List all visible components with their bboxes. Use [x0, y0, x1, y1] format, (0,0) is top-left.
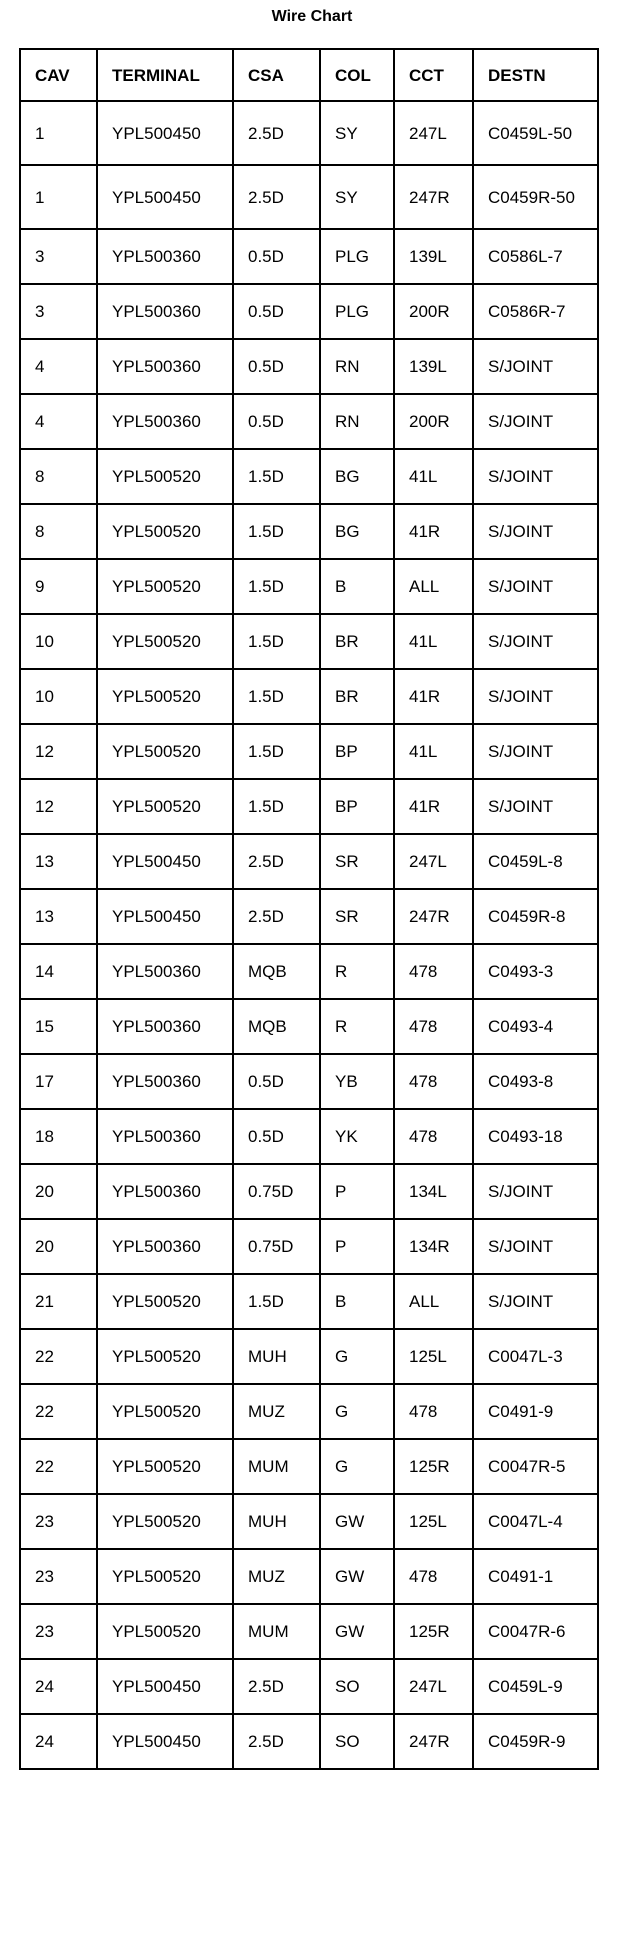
cell-destn: C0459R-50: [473, 165, 598, 229]
cell-cct: 41L: [394, 449, 473, 504]
table-row: [20, 1494, 598, 1549]
cell-terminal: YPL500520: [97, 449, 233, 504]
cell-terminal: YPL500360: [97, 1054, 233, 1109]
cell-col: G: [320, 1384, 394, 1439]
cell-cct: 139L: [394, 229, 473, 284]
cell-cav: 4: [20, 339, 97, 394]
cell-cct: 125L: [394, 1329, 473, 1384]
table-row: [20, 1604, 598, 1659]
cell-terminal: YPL500520: [97, 1384, 233, 1439]
cell-terminal: YPL500520: [97, 779, 233, 834]
table-row: [20, 614, 598, 669]
cell-cct: ALL: [394, 1274, 473, 1329]
cell-csa: MQB: [233, 999, 320, 1054]
cell-csa: 0.5D: [233, 229, 320, 284]
cell-cct: 200R: [394, 394, 473, 449]
cell-csa: 1.5D: [233, 449, 320, 504]
cell-cct: ALL: [394, 559, 473, 614]
cell-terminal: YPL500360: [97, 1109, 233, 1164]
cell-csa: MUH: [233, 1329, 320, 1384]
cell-cct: 125L: [394, 1494, 473, 1549]
cell-col: GW: [320, 1494, 394, 1549]
cell-csa: MQB: [233, 944, 320, 999]
cell-terminal: YPL500520: [97, 559, 233, 614]
cell-csa: 2.5D: [233, 889, 320, 944]
cell-col: PLG: [320, 229, 394, 284]
cell-destn: S/JOINT: [473, 779, 598, 834]
cell-csa: 2.5D: [233, 834, 320, 889]
cell-col: GW: [320, 1549, 394, 1604]
cell-destn: S/JOINT: [473, 449, 598, 504]
cell-cct: 478: [394, 999, 473, 1054]
table-row: [20, 339, 598, 394]
cell-cav: 23: [20, 1604, 97, 1659]
cell-col: SO: [320, 1659, 394, 1714]
cell-destn: C0493-4: [473, 999, 598, 1054]
cell-cav: 24: [20, 1659, 97, 1714]
cell-destn: C0493-3: [473, 944, 598, 999]
cell-csa: 0.5D: [233, 1054, 320, 1109]
table-row: [20, 724, 598, 779]
cell-terminal: YPL500520: [97, 1549, 233, 1604]
cell-terminal: YPL500450: [97, 1659, 233, 1714]
cell-col: YK: [320, 1109, 394, 1164]
cell-terminal: YPL500360: [97, 999, 233, 1054]
header-destn: DESTN: [473, 49, 598, 101]
cell-col: B: [320, 1274, 394, 1329]
cell-cct: 247R: [394, 889, 473, 944]
cell-destn: C0047R-5: [473, 1439, 598, 1494]
cell-cct: 41R: [394, 504, 473, 559]
cell-csa: 1.5D: [233, 669, 320, 724]
table-row: [20, 449, 598, 504]
cell-col: SR: [320, 889, 394, 944]
cell-csa: 2.5D: [233, 1659, 320, 1714]
cell-destn: S/JOINT: [473, 394, 598, 449]
cell-col: SY: [320, 101, 394, 165]
cell-cct: 478: [394, 1109, 473, 1164]
cell-cav: 20: [20, 1164, 97, 1219]
cell-col: PLG: [320, 284, 394, 339]
table-row: [20, 559, 598, 614]
cell-csa: 2.5D: [233, 101, 320, 165]
cell-cct: 134L: [394, 1164, 473, 1219]
cell-col: P: [320, 1219, 394, 1274]
table-row: [20, 999, 598, 1054]
cell-terminal: YPL500450: [97, 834, 233, 889]
cell-csa: 0.5D: [233, 284, 320, 339]
cell-cav: 18: [20, 1109, 97, 1164]
cell-terminal: YPL500520: [97, 724, 233, 779]
cell-terminal: YPL500520: [97, 614, 233, 669]
table-row: [20, 889, 598, 944]
cell-destn: C0586R-7: [473, 284, 598, 339]
cell-col: B: [320, 559, 394, 614]
cell-col: BP: [320, 724, 394, 779]
cell-cav: 8: [20, 504, 97, 559]
header-csa: CSA: [233, 49, 320, 101]
cell-csa: 0.75D: [233, 1219, 320, 1274]
table-row: [20, 1439, 598, 1494]
header-terminal: TERMINAL: [97, 49, 233, 101]
cell-cct: 478: [394, 944, 473, 999]
table-row: [20, 1659, 598, 1714]
wire-chart-table: [19, 48, 599, 1770]
cell-cct: 478: [394, 1054, 473, 1109]
table-row: [20, 1549, 598, 1604]
cell-cav: 8: [20, 449, 97, 504]
cell-terminal: YPL500520: [97, 1439, 233, 1494]
cell-cav: 22: [20, 1384, 97, 1439]
cell-cav: 22: [20, 1329, 97, 1384]
table-row: [20, 504, 598, 559]
cell-terminal: YPL500520: [97, 1494, 233, 1549]
cell-csa: 0.5D: [233, 339, 320, 394]
cell-cav: 17: [20, 1054, 97, 1109]
cell-cav: 4: [20, 394, 97, 449]
cell-cct: 247R: [394, 165, 473, 229]
cell-terminal: YPL500450: [97, 101, 233, 165]
cell-cct: 247L: [394, 1659, 473, 1714]
cell-cct: 247L: [394, 101, 473, 165]
cell-cct: 134R: [394, 1219, 473, 1274]
cell-terminal: YPL500450: [97, 165, 233, 229]
cell-cav: 3: [20, 229, 97, 284]
table-row: [20, 1219, 598, 1274]
table-row: [20, 834, 598, 889]
cell-csa: MUH: [233, 1494, 320, 1549]
table-row: [20, 1384, 598, 1439]
cell-destn: S/JOINT: [473, 1274, 598, 1329]
cell-destn: C0491-9: [473, 1384, 598, 1439]
cell-terminal: YPL500450: [97, 1714, 233, 1769]
cell-cct: 41L: [394, 614, 473, 669]
cell-terminal: YPL500520: [97, 1274, 233, 1329]
cell-terminal: YPL500520: [97, 1329, 233, 1384]
cell-col: R: [320, 944, 394, 999]
cell-col: RN: [320, 339, 394, 394]
table-row: [20, 779, 598, 834]
cell-destn: C0459L-50: [473, 101, 598, 165]
table-row: [20, 669, 598, 724]
cell-csa: 1.5D: [233, 614, 320, 669]
cell-col: BG: [320, 449, 394, 504]
cell-destn: C0047L-4: [473, 1494, 598, 1549]
cell-csa: 1.5D: [233, 504, 320, 559]
cell-destn: S/JOINT: [473, 1219, 598, 1274]
cell-col: SY: [320, 165, 394, 229]
cell-cct: 139L: [394, 339, 473, 394]
cell-csa: 1.5D: [233, 779, 320, 834]
cell-cct: 478: [394, 1549, 473, 1604]
cell-destn: S/JOINT: [473, 669, 598, 724]
cell-cav: 10: [20, 614, 97, 669]
cell-destn: C0047L-3: [473, 1329, 598, 1384]
table-row: [20, 1274, 598, 1329]
cell-col: SR: [320, 834, 394, 889]
cell-cct: 200R: [394, 284, 473, 339]
cell-cct: 125R: [394, 1439, 473, 1494]
cell-destn: C0047R-6: [473, 1604, 598, 1659]
cell-col: BG: [320, 504, 394, 559]
cell-cav: 15: [20, 999, 97, 1054]
table-row: [20, 101, 598, 165]
table-row: [20, 284, 598, 339]
cell-cav: 24: [20, 1714, 97, 1769]
cell-col: G: [320, 1329, 394, 1384]
cell-terminal: YPL500360: [97, 284, 233, 339]
cell-terminal: YPL500360: [97, 1164, 233, 1219]
cell-destn: C0459R-9: [473, 1714, 598, 1769]
table-row: [20, 165, 598, 229]
table-row: [20, 1164, 598, 1219]
cell-col: RN: [320, 394, 394, 449]
cell-cav: 12: [20, 724, 97, 779]
cell-cct: 41R: [394, 669, 473, 724]
cell-destn: C0493-18: [473, 1109, 598, 1164]
cell-cav: 14: [20, 944, 97, 999]
cell-cct: 478: [394, 1384, 473, 1439]
cell-csa: MUM: [233, 1439, 320, 1494]
cell-col: BR: [320, 669, 394, 724]
cell-cav: 22: [20, 1439, 97, 1494]
cell-cct: 247L: [394, 834, 473, 889]
cell-csa: 0.75D: [233, 1164, 320, 1219]
cell-destn: C0493-8: [473, 1054, 598, 1109]
cell-terminal: YPL500520: [97, 1604, 233, 1659]
cell-destn: S/JOINT: [473, 339, 598, 394]
cell-cav: 9: [20, 559, 97, 614]
cell-terminal: YPL500520: [97, 504, 233, 559]
cell-col: SO: [320, 1714, 394, 1769]
cell-cct: 41R: [394, 779, 473, 834]
cell-destn: S/JOINT: [473, 1164, 598, 1219]
cell-destn: S/JOINT: [473, 724, 598, 779]
cell-cct: 247R: [394, 1714, 473, 1769]
header-cct: CCT: [394, 49, 473, 101]
cell-csa: 0.5D: [233, 1109, 320, 1164]
cell-cav: 23: [20, 1549, 97, 1604]
cell-cav: 12: [20, 779, 97, 834]
cell-col: R: [320, 999, 394, 1054]
table-row: [20, 1054, 598, 1109]
header-col: COL: [320, 49, 394, 101]
cell-cav: 20: [20, 1219, 97, 1274]
cell-csa: 2.5D: [233, 1714, 320, 1769]
cell-terminal: YPL500360: [97, 944, 233, 999]
cell-destn: S/JOINT: [473, 614, 598, 669]
cell-col: G: [320, 1439, 394, 1494]
cell-col: BP: [320, 779, 394, 834]
cell-terminal: YPL500360: [97, 1219, 233, 1274]
cell-destn: S/JOINT: [473, 504, 598, 559]
cell-csa: MUZ: [233, 1549, 320, 1604]
cell-cav: 1: [20, 165, 97, 229]
cell-terminal: YPL500360: [97, 229, 233, 284]
cell-cav: 23: [20, 1494, 97, 1549]
cell-csa: 2.5D: [233, 165, 320, 229]
table-row: [20, 229, 598, 284]
table-row: [20, 1329, 598, 1384]
cell-terminal: YPL500450: [97, 889, 233, 944]
cell-destn: C0459L-8: [473, 834, 598, 889]
cell-cav: 1: [20, 101, 97, 165]
cell-terminal: YPL500520: [97, 669, 233, 724]
cell-destn: C0459R-8: [473, 889, 598, 944]
chart-title: Wire Chart: [271, 8, 353, 25]
cell-cav: 13: [20, 889, 97, 944]
cell-csa: 1.5D: [233, 559, 320, 614]
cell-destn: C0491-1: [473, 1549, 598, 1604]
cell-cav: 10: [20, 669, 97, 724]
cell-terminal: YPL500360: [97, 394, 233, 449]
cell-cct: 41L: [394, 724, 473, 779]
cell-cct: 125R: [394, 1604, 473, 1659]
cell-terminal: YPL500360: [97, 339, 233, 394]
cell-destn: C0586L-7: [473, 229, 598, 284]
table-row: [20, 1714, 598, 1769]
cell-csa: MUM: [233, 1604, 320, 1659]
header-cav: CAV: [20, 49, 97, 101]
cell-col: P: [320, 1164, 394, 1219]
cell-destn: C0459L-9: [473, 1659, 598, 1714]
cell-cav: 13: [20, 834, 97, 889]
cell-destn: S/JOINT: [473, 559, 598, 614]
cell-col: GW: [320, 1604, 394, 1659]
cell-cav: 3: [20, 284, 97, 339]
table-row: [20, 394, 598, 449]
table-row: [20, 1109, 598, 1164]
cell-csa: MUZ: [233, 1384, 320, 1439]
cell-col: BR: [320, 614, 394, 669]
header-row: [20, 49, 598, 101]
cell-csa: 0.5D: [233, 394, 320, 449]
table-row: [20, 944, 598, 999]
cell-csa: 1.5D: [233, 1274, 320, 1329]
cell-cav: 21: [20, 1274, 97, 1329]
cell-csa: 1.5D: [233, 724, 320, 779]
cell-col: YB: [320, 1054, 394, 1109]
